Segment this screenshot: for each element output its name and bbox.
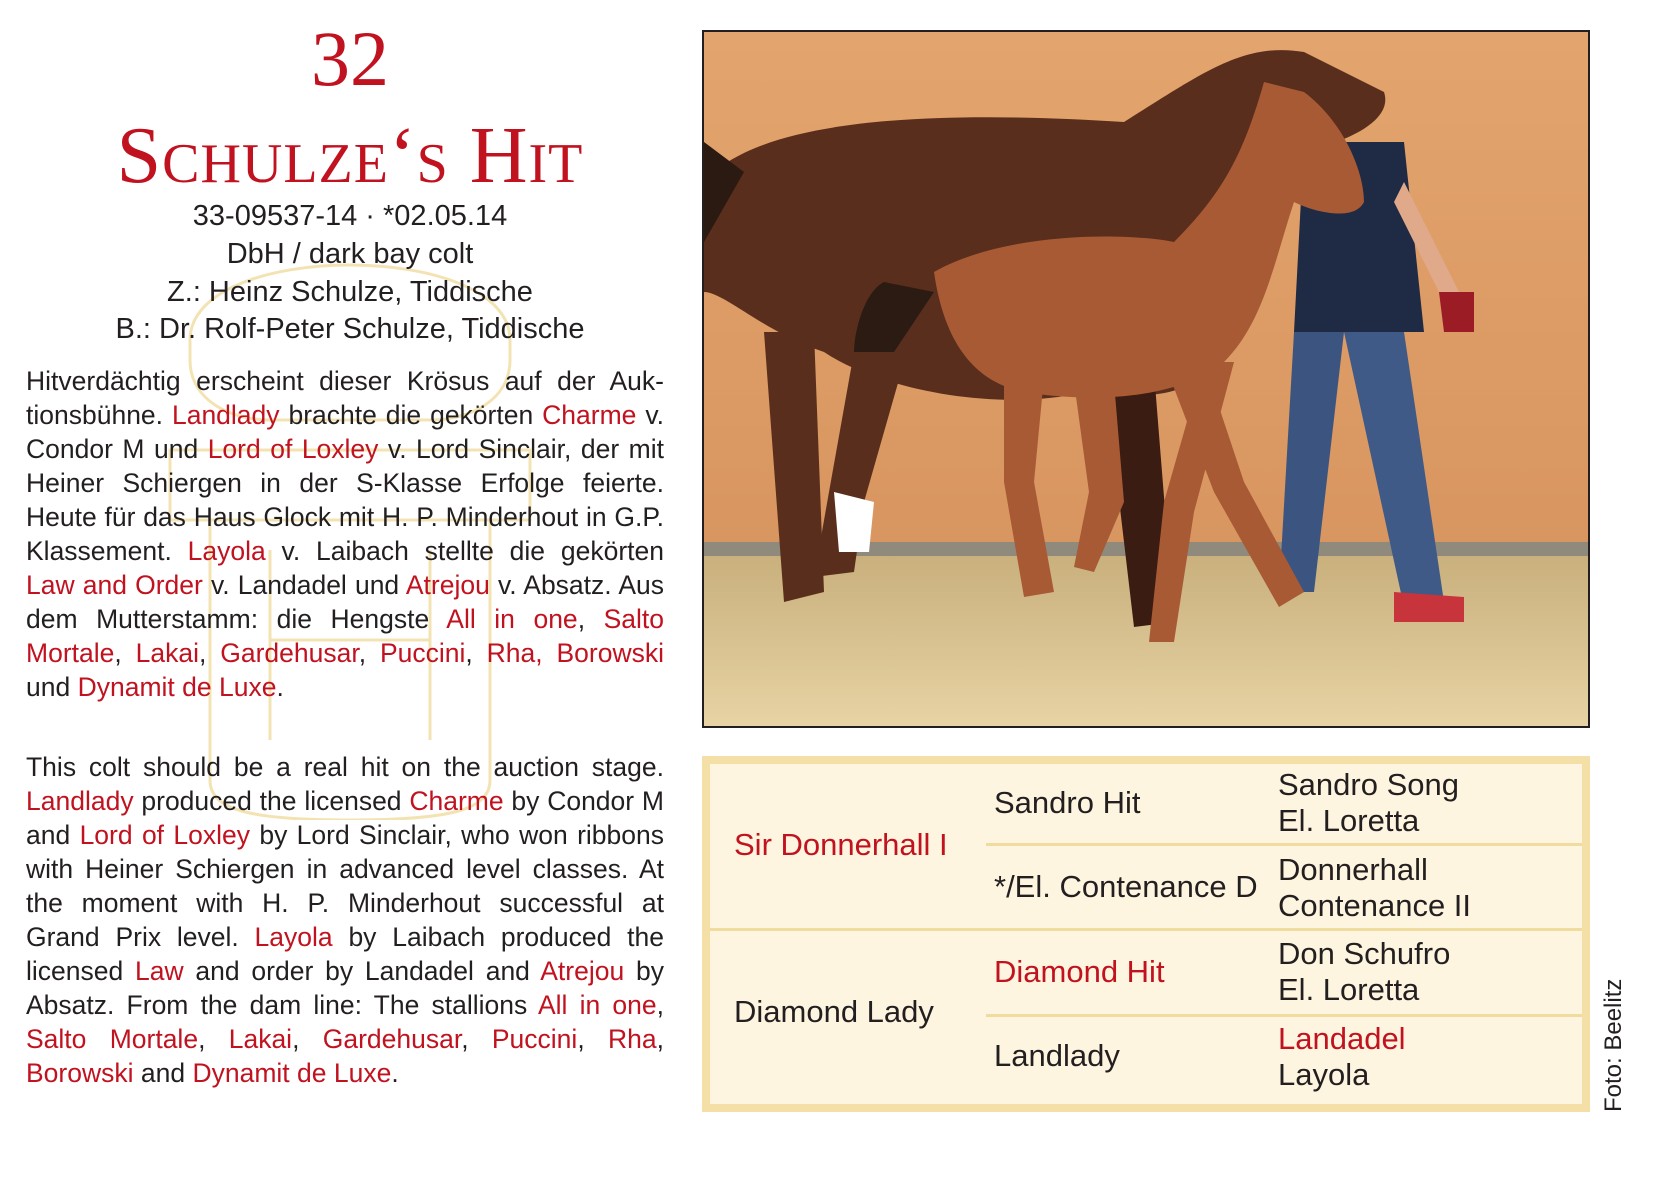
pedigree-ggp-1: Sandro Song	[1278, 767, 1459, 802]
photo-credit: Foto: Beelitz	[1600, 978, 1627, 1112]
lot-number: 32	[311, 15, 389, 102]
pedigree-dam-sire: Diamond Hit	[994, 954, 1165, 989]
horse-photo	[702, 30, 1590, 728]
pedigree-ggp-2: El. Loretta	[1278, 803, 1420, 838]
pedigree-sire-dam: */El. Contenance D	[994, 869, 1258, 904]
owner: B.: Dr. Rolf-Peter Schulze, Tiddische	[115, 313, 585, 345]
pedigree-sire-sire: Sandro Hit	[994, 785, 1141, 820]
pedigree-ggp-8: Layola	[1278, 1057, 1370, 1092]
breed-color: DbH / dark bay colt	[226, 238, 474, 270]
pedigree-dam-dam: Landlady	[994, 1038, 1120, 1073]
description-german: Hitverdächtig erscheint dieser Krösus auf der Auktionsbühne. Landlady brachte die gekörten Charme v. Condor M und Lord of Loxley v. Lord Sinclair, der mit Heiner Schiergen in der S-Klasse Erfolge feierte. Heute für das Haus Glock mit H. P. Minderhout in G.P. Klassement. Layola v. Laibach stellte die gekörten Law and Order v. Landadel und Atrejou v. Absatz. Aus dem Mutterstamm: die Hengste All in one, Salto Mortale, Lakai, Gardehusar, Puccini, Rha, Borowski und Dynamit de Luxe.	[26, 366, 665, 702]
pedigree-dam: Diamond Lady	[734, 994, 934, 1029]
pedigree-ggp-4: Contenance II	[1278, 888, 1472, 923]
pedigree-ggp-3: Donnerhall	[1278, 852, 1428, 887]
pedigree-table	[702, 756, 1590, 1112]
horse-name: Schulze‘s Hit	[116, 112, 584, 200]
pedigree-ggp-6: El. Loretta	[1278, 972, 1420, 1007]
pedigree-sire: Sir Donnerhall I	[734, 827, 948, 862]
registration-info: 33-09537-14 · *02.05.14	[192, 200, 508, 232]
pedigree-ggp-5: Don Schufro	[1278, 936, 1451, 971]
description-english: This colt should be a real hit on the auction stage. Landlady produced the licensed Charme by Condor M and Lord of Loxley by Lord Sinclair, who won ribbons with Heiner Schiergen in advanced level classes. At the moment with H. P. Minderhout successful at Grand Prix level. Layola by Laibach produced the licensed Law and order by Landadel and Atrejou by Absatz. From the dam line: The stallions All in one, Salto Mortale, Lakai, Gardehusar, Puccini, Rha, Borowski and Dynamit de Luxe.	[26, 752, 665, 1088]
pedigree-ggp-7: Landadel	[1278, 1021, 1406, 1056]
breeder: Z.: Heinz Schulze, Tiddische	[167, 276, 533, 308]
